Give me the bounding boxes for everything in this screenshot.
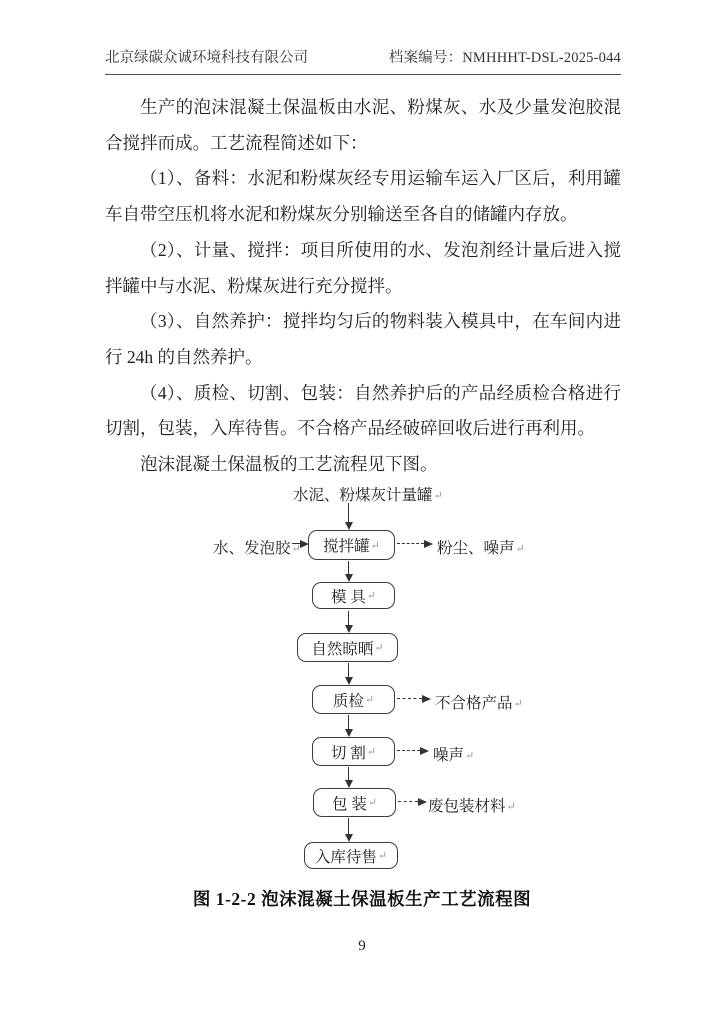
return-mark: ↵ xyxy=(366,746,377,758)
return-mark: ↵ xyxy=(513,698,523,710)
flow-arrow-down xyxy=(348,503,349,522)
figure-caption: 图 1-2-2 泡沫混凝土保温板生产工艺流程图 xyxy=(192,889,532,909)
body-paragraph: （1）、备料：水泥和粉煤灰经专用运输车运入厂区后，利用罐车自带空压机将水泥和粉煤灰分别输送至各自的储罐内存放。 xyxy=(105,168,621,225)
flow-arrow-right-solid xyxy=(292,543,300,544)
return-mark: ↵ xyxy=(364,694,375,706)
body-paragraph: （3）、自然养护：搅拌均匀后的物料装入模具中，在车间内进行 24h 的自然养护。 xyxy=(105,311,621,367)
flow-arrow-right-dashed xyxy=(397,543,424,544)
flow-arrow-right-dashed xyxy=(398,801,418,802)
flow-node-label: 包 装 xyxy=(331,795,367,813)
archive-number: 档案编号：NMHHHT-DSL-2025-044 xyxy=(388,50,621,66)
flow-arrow-right-dashed xyxy=(397,750,420,751)
body-paragraph: （4）、质检、切割、包装：自然养护后的产品经质检合格进行切割，包装，入库待售。不合格产品经破碎回收后进行再利用。 xyxy=(105,382,621,439)
flow-arrow-down xyxy=(348,611,349,625)
flow-node-label: 切 割 xyxy=(330,744,366,762)
page-number: 9 xyxy=(358,938,366,954)
flow-label-text: 不合格产品 xyxy=(435,695,513,712)
return-mark: ↵ xyxy=(366,590,377,602)
flow-output-dust-noise xyxy=(437,536,525,558)
body-paragraph: 泡沫混凝土保温板的工艺流程见下图。 xyxy=(140,454,438,475)
flow-arrow-down xyxy=(348,767,349,780)
flow-node-mixing-tank xyxy=(308,530,395,560)
return-mark: ↵ xyxy=(374,642,384,654)
flow-node-label: 入库待售 xyxy=(314,848,377,866)
page-header xyxy=(105,46,621,75)
flow-arrow-right-dashed xyxy=(397,698,422,699)
flow-arrow-down xyxy=(348,663,349,677)
flow-arrow-down xyxy=(348,818,349,834)
flow-label-text: 废包装材料 xyxy=(428,798,506,815)
flow-output-noise xyxy=(433,743,474,765)
flow-node-label: 搅拌罐 xyxy=(323,538,370,555)
flow-node-mold xyxy=(312,582,395,609)
flow-node-natural-drying xyxy=(297,633,398,662)
return-mark: ↵ xyxy=(291,543,301,555)
flow-node-cutting xyxy=(312,737,395,766)
return-mark: ↵ xyxy=(377,850,388,862)
flow-label-text: 粉尘、噪声 xyxy=(437,540,515,557)
return-mark: ↵ xyxy=(367,797,378,809)
flow-arrow-down xyxy=(348,561,349,574)
body-text xyxy=(105,90,621,483)
flow-label-text: 水、发泡胶 xyxy=(213,540,291,557)
flow-node-quality-check xyxy=(312,685,395,714)
flow-label-text: 水泥、粉煤灰计量罐 xyxy=(293,487,433,504)
return-mark: ↵ xyxy=(370,539,380,552)
company-name: 北京绿碳众诚环境科技有限公司 xyxy=(105,50,308,66)
flow-label-text: 噪声 xyxy=(433,747,465,764)
body-paragraph: 生产的泡沫混凝土保温板由水泥、粉煤灰、水及少量发泡胶混合搅拌而成。工艺流程简述如下： xyxy=(105,97,621,153)
flow-node-warehouse-sale xyxy=(304,842,398,869)
flow-label-metering-tank xyxy=(293,483,443,505)
flow-node-label: 模 具 xyxy=(330,588,366,606)
flow-node-label: 自然晾晒 xyxy=(311,640,374,658)
flow-output-waste-packaging xyxy=(428,794,516,816)
body-paragraph: （2）、计量、搅拌：项目所使用的水、发泡剂经计量后进入搅拌罐中与水泥、粉煤灰进行充分搅拌。 xyxy=(105,239,621,296)
return-mark: ↵ xyxy=(465,750,475,762)
flow-output-rejected-products xyxy=(435,691,523,713)
return-mark: ↵ xyxy=(515,543,525,555)
return-mark: ↵ xyxy=(433,490,443,502)
flow-node-packaging xyxy=(313,788,396,817)
flow-input-water-foaming-agent xyxy=(213,536,301,558)
flow-node-label: 质检 xyxy=(332,692,364,710)
flow-arrow-down xyxy=(348,715,349,729)
return-mark: ↵ xyxy=(506,801,516,813)
